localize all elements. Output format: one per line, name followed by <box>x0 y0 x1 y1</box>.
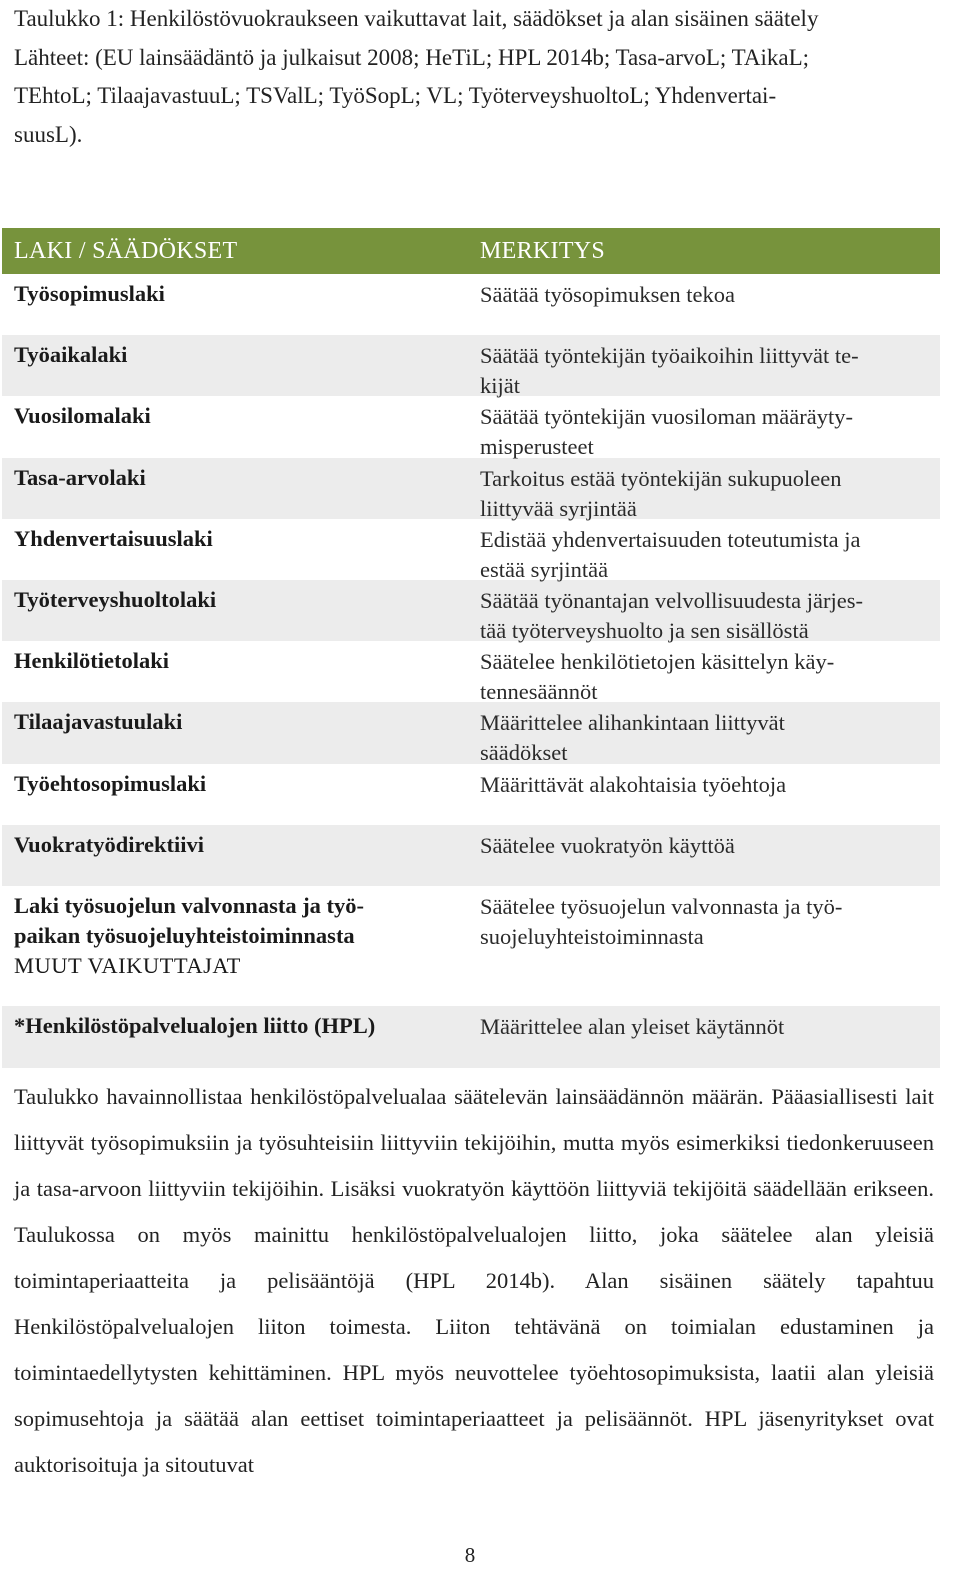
law-cell <box>2 825 470 886</box>
table-row <box>2 580 940 641</box>
meaning-cell: Tarkoitus estää työntekijän sukupuoleen liittyvää syrjintää <box>480 465 842 521</box>
law-name: *Henkilöstöpalvelualojen liitto (HPL) <box>14 1012 376 1038</box>
laws-table <box>2 228 940 1068</box>
table-row <box>2 458 940 519</box>
meaning-cell: Edistää yhdenvertaisuuden toteutumista ja estää syrjintää <box>480 526 861 582</box>
law-name: Työehtosopimuslaki <box>14 770 207 796</box>
law-cell <box>2 458 470 519</box>
table-caption: Taulukko 1: Henkilöstövuokraukseen vaikuttavat lait, säädökset ja alan sisäinen säätely Lähteet: (EU lainsäädäntö ja julkaisut 2008; HeTiL; HPL 2014b; Tasa-arvoL; TAikaL; TEhtoL; TilaajavastuuL; TSValL; TyöSopL; VL; TyöterveyshuoltoL; Yhdenvertai- suusL). <box>14 6 819 147</box>
law-cell <box>2 580 470 641</box>
law-name: Laki työsuojelun valvonnasta ja työ- paikan työsuojeluyhteistoiminnasta <box>14 892 365 948</box>
table-body <box>2 274 940 1068</box>
table-row <box>2 274 940 335</box>
header-law: LAKI / SÄÄDÖKSET <box>14 237 238 264</box>
law-name: Työsopimuslaki <box>14 281 165 306</box>
header-meaning: MERKITYS <box>480 237 606 264</box>
meaning-cell: Määrittelee alihankintaan liittyvät säädökset <box>480 710 785 766</box>
law-cell <box>2 702 470 763</box>
page-number: 8 <box>464 1543 476 1567</box>
meaning-cell: Säätelee vuokratyön käyttöä <box>480 832 735 858</box>
meaning-cell: Määrittelee alan yleiset käytännöt <box>480 1013 785 1039</box>
law-cell <box>2 335 470 396</box>
law-name: Tasa-arvolaki <box>14 464 146 490</box>
table-header <box>2 228 940 274</box>
table-row <box>2 396 940 460</box>
law-cell <box>2 274 470 335</box>
law-cell <box>2 641 470 702</box>
law-cell <box>2 519 470 580</box>
meaning-cell: Säätelee henkilötietojen käsittelyn käy- tennesäännöt <box>480 649 835 705</box>
law-name: Vuosilomalaki <box>14 403 151 429</box>
law-name: Henkilötietolaki <box>14 648 170 674</box>
table-row <box>2 886 940 1006</box>
body-paragraph: Taulukko havainnollistaa henkilöstöpalvelualaa säätelevän lainsäädännön määrän. Pääasiallisesti lait liittyvät työsopimuksiin ja työsuhteisiin liittyviin tekijöihin, mutta myös esimerkiksi tiedonkeruuseen ja tasa-arvoon liittyviin tekijöihin. Lisäksi vuokratyön käyttöön liittyviä tekijöitä säädellään erikseen. Taulukossa on myös mainittu henkilöstöpalvelualojen liitto, joka säätelee alan yleisiä toimintaperiaatteita ja pelisääntöjä (HPL 2014b). Alan sisäinen säätely tapahtuu Henkilöstöpalvelualojen liiton toimesta. Liiton tehtävänä on toimialan edustaminen ja toimintaedellytysten kehittäminen. HPL myös neuvottelee työehtosopimuksista, laatii alan yleisiä sopimusehtoja ja säätää alan eettiset toimintaperiaatteet ja pelisäännöt. HPL jäsenyritykset ovat auktorisoituja ja sitoutuvat <box>14 1084 934 1477</box>
meaning-cell: Säätää työntekijän vuosiloman määräyty- misperusteet <box>480 404 854 460</box>
meaning-cell: Säätelee työsuojelun valvonnasta ja työ- suojeluyhteistoiminnasta <box>480 893 843 949</box>
meaning-cell: Määrittävät alakohtaisia työehtoja <box>480 771 787 797</box>
meaning-cell: Säätää työnantajan velvollisuudesta järjes- tää työterveyshuolto ja sen sisällöstä <box>480 587 863 643</box>
law-cell <box>2 886 470 1006</box>
law-name: Työterveyshuoltolaki <box>14 586 217 612</box>
law-name: Vuokratyödirektiivi <box>14 831 205 857</box>
section-subheading: MUUT VAIKUTTAJAT <box>14 952 241 978</box>
law-name: Työaikalaki <box>14 342 128 368</box>
law-name: Tilaajavastuulaki <box>14 709 183 735</box>
table-row <box>2 1006 940 1068</box>
table-row <box>2 335 940 399</box>
meaning-cell: Säätää työsopimuksen tekoa <box>480 282 735 307</box>
table-row <box>2 641 940 705</box>
law-cell <box>2 1006 470 1068</box>
table-row <box>2 519 940 580</box>
table-row <box>2 702 940 766</box>
table-row <box>2 764 940 825</box>
table-row <box>2 825 940 886</box>
law-cell <box>2 764 470 825</box>
meaning-cell: Säätää työntekijän työaikoihin liittyvät te- kijät <box>480 343 859 399</box>
law-cell <box>2 396 470 457</box>
law-name: Yhdenvertaisuuslaki <box>14 525 213 551</box>
